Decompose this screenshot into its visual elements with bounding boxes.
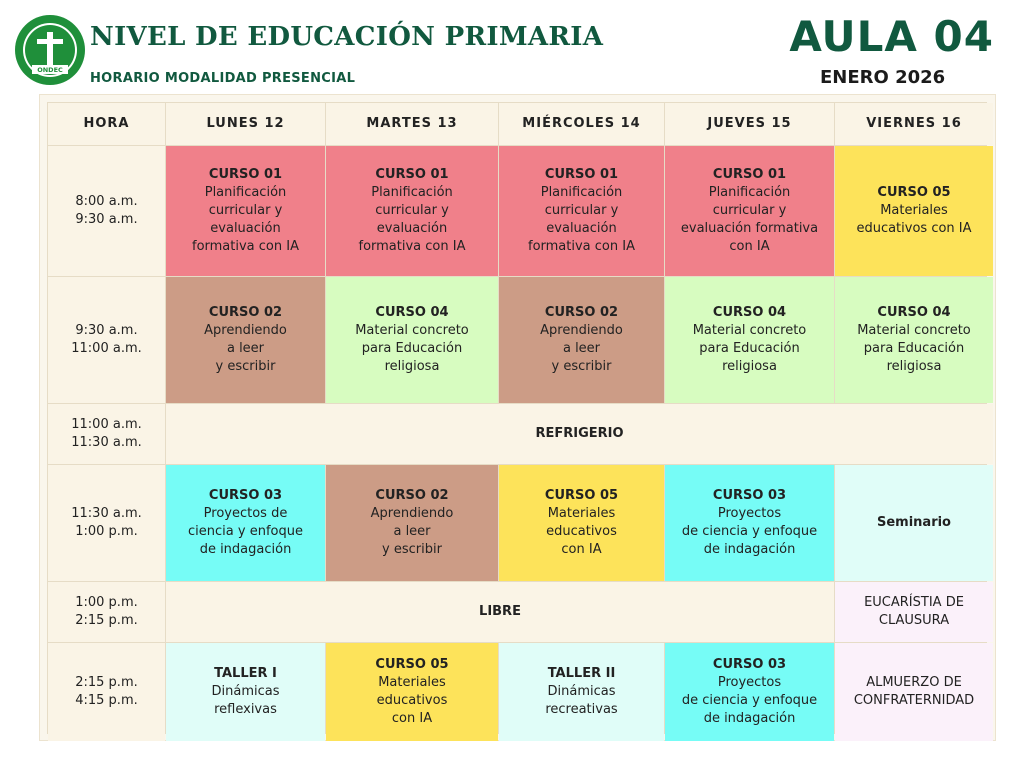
course-title: CURSO 02 [208, 305, 283, 320]
course-line: para Educación [699, 341, 800, 356]
time-line: 4:15 p.m. [75, 693, 138, 708]
course-line: ciencia y enfoque [188, 524, 303, 539]
course-cell [166, 465, 325, 581]
course-line: Material concreto [692, 323, 807, 338]
course-title: CURSO 01 [375, 167, 449, 182]
column-header-2: MARTES 13 [326, 103, 498, 145]
course-title: CURSO 02 [375, 488, 449, 503]
course-line: de indagación [703, 711, 796, 726]
course-line: CONFRATERNIDAD [853, 693, 975, 708]
course-line: a leer [393, 524, 431, 539]
course-line: evaluación [376, 221, 448, 236]
course-line: educativos [376, 693, 448, 708]
course-line: Planificación [371, 185, 453, 200]
course-line: Proyectos de [203, 506, 288, 521]
course-title: CURSO 01 [544, 167, 619, 182]
course-line: evaluación [546, 221, 617, 236]
span-cell: LIBRE [166, 582, 834, 642]
course-cell [835, 643, 993, 741]
course-line: para Educación [863, 341, 965, 356]
course-line: curricular y [208, 203, 283, 218]
time-cell [48, 643, 165, 741]
course-title: CURSO 01 [208, 167, 283, 182]
time-line: 1:00 p.m. [75, 524, 138, 539]
course-title: Seminario [876, 515, 951, 530]
ondec-logo [14, 14, 86, 86]
event-line: EUCARÍSTIA DE [864, 595, 964, 610]
course-line: reflexivas [214, 702, 277, 717]
course-title: CURSO 02 [544, 305, 619, 320]
course-line: de ciencia y enfoque [681, 524, 818, 539]
course-line: con IA [729, 239, 770, 254]
course-title: CURSO 01 [712, 167, 787, 182]
month-label: ENERO 2026 [820, 67, 946, 88]
course-line: evaluación formativa [680, 221, 819, 236]
event-cell [835, 582, 993, 642]
course-line: recreativas [545, 702, 618, 717]
course-line: Proyectos [717, 506, 782, 521]
course-line: Planificación [204, 185, 287, 200]
time-line: 11:00 a.m. [71, 417, 142, 432]
course-cell [499, 277, 664, 403]
time-cell [48, 404, 165, 464]
time-line: 9:30 a.m. [75, 323, 138, 338]
course-line: Planificación [540, 185, 623, 200]
course-cell [326, 146, 498, 276]
time-line: 9:30 a.m. [75, 212, 138, 227]
column-header-4: JUEVES 15 [665, 103, 834, 145]
span-cell: REFRIGERIO [166, 404, 993, 464]
time-line: 2:15 p.m. [75, 613, 138, 628]
course-cell [326, 643, 498, 741]
course-cell [665, 146, 834, 276]
course-title: CURSO 03 [712, 657, 787, 672]
course-line: curricular y [712, 203, 787, 218]
course-line: de indagación [703, 542, 796, 557]
svg-text:ONDEC: ONDEC [37, 66, 63, 74]
course-line: curricular y [375, 203, 449, 218]
course-title: TALLER II [547, 666, 616, 681]
course-line: ALMUERZO DE [866, 675, 962, 690]
column-header-5: VIERNES 16 [835, 103, 993, 145]
course-line: Material concreto [355, 323, 469, 338]
course-cell [326, 465, 498, 581]
time-cell [48, 582, 165, 642]
course-cell [835, 146, 993, 276]
course-line: educativos [546, 524, 617, 539]
course-title: CURSO 04 [712, 305, 787, 320]
course-cell [835, 465, 993, 581]
course-cell [166, 643, 325, 741]
course-line: con IA [391, 711, 433, 726]
time-line: 11:00 a.m. [71, 341, 142, 356]
course-line: Aprendiendo [204, 323, 287, 338]
time-line: 8:00 a.m. [75, 194, 138, 209]
course-title: CURSO 03 [712, 488, 787, 503]
course-cell [326, 277, 498, 403]
course-line: y escribir [551, 359, 612, 374]
course-line: a leer [226, 341, 265, 356]
time-cell [48, 465, 165, 581]
course-line: de ciencia y enfoque [681, 693, 818, 708]
course-line: formativa con IA [192, 239, 299, 254]
time-cell [48, 146, 165, 276]
schedule-table [47, 102, 987, 734]
course-line: Material concreto [857, 323, 971, 338]
classroom-label: AULA 04 [789, 12, 994, 61]
column-header-3: MIÉRCOLES 14 [499, 103, 664, 145]
course-line: Proyectos [717, 675, 782, 690]
course-line: Planificación [708, 185, 791, 200]
course-line: Materiales [547, 506, 616, 521]
course-cell [166, 146, 325, 276]
event-line: CLAUSURA [878, 613, 950, 628]
course-line: religiosa [722, 359, 777, 374]
course-title: CURSO 05 [544, 488, 619, 503]
course-cell [499, 465, 664, 581]
course-line: para Educación [361, 341, 463, 356]
course-title: CURSO 03 [208, 488, 283, 503]
course-line: formativa con IA [528, 239, 635, 254]
course-line: y escribir [382, 542, 442, 557]
course-line: Dinámicas [211, 684, 280, 699]
course-line: curricular y [544, 203, 619, 218]
time-line: 11:30 a.m. [71, 506, 142, 521]
course-line: Materiales [378, 675, 446, 690]
time-line: 11:30 a.m. [71, 435, 142, 450]
course-line: a leer [562, 341, 601, 356]
course-line: Materiales [880, 203, 948, 218]
course-line: Aprendiendo [540, 323, 623, 338]
course-title: CURSO 04 [375, 305, 449, 320]
course-cell [499, 643, 664, 741]
course-cell [499, 146, 664, 276]
course-line: Aprendiendo [370, 506, 454, 521]
page-title: NIVEL DE EDUCACIÓN PRIMARIA [90, 22, 604, 52]
course-line: educativos con IA [856, 221, 972, 236]
course-cell [166, 277, 325, 403]
time-cell [48, 277, 165, 403]
time-line: 1:00 p.m. [75, 595, 138, 610]
course-line: y escribir [215, 359, 276, 374]
course-line: formativa con IA [358, 239, 466, 254]
page-subtitle: HORARIO MODALIDAD PRESENCIAL [90, 71, 356, 86]
course-title: CURSO 04 [877, 305, 951, 320]
course-title: CURSO 05 [375, 657, 449, 672]
course-line: de indagación [199, 542, 292, 557]
column-header-0: HORA [48, 103, 165, 145]
course-line: religiosa [886, 359, 942, 374]
course-cell [665, 643, 834, 741]
time-line: 2:15 p.m. [75, 675, 138, 690]
course-title: CURSO 05 [877, 185, 951, 200]
course-line: con IA [561, 542, 602, 557]
course-cell [665, 277, 834, 403]
course-line: religiosa [384, 359, 440, 374]
course-line: Dinámicas [547, 684, 616, 699]
column-header-1: LUNES 12 [166, 103, 325, 145]
course-cell [665, 465, 834, 581]
course-title: TALLER I [214, 666, 277, 681]
course-cell [835, 277, 993, 403]
course-line: evaluación [210, 221, 281, 236]
